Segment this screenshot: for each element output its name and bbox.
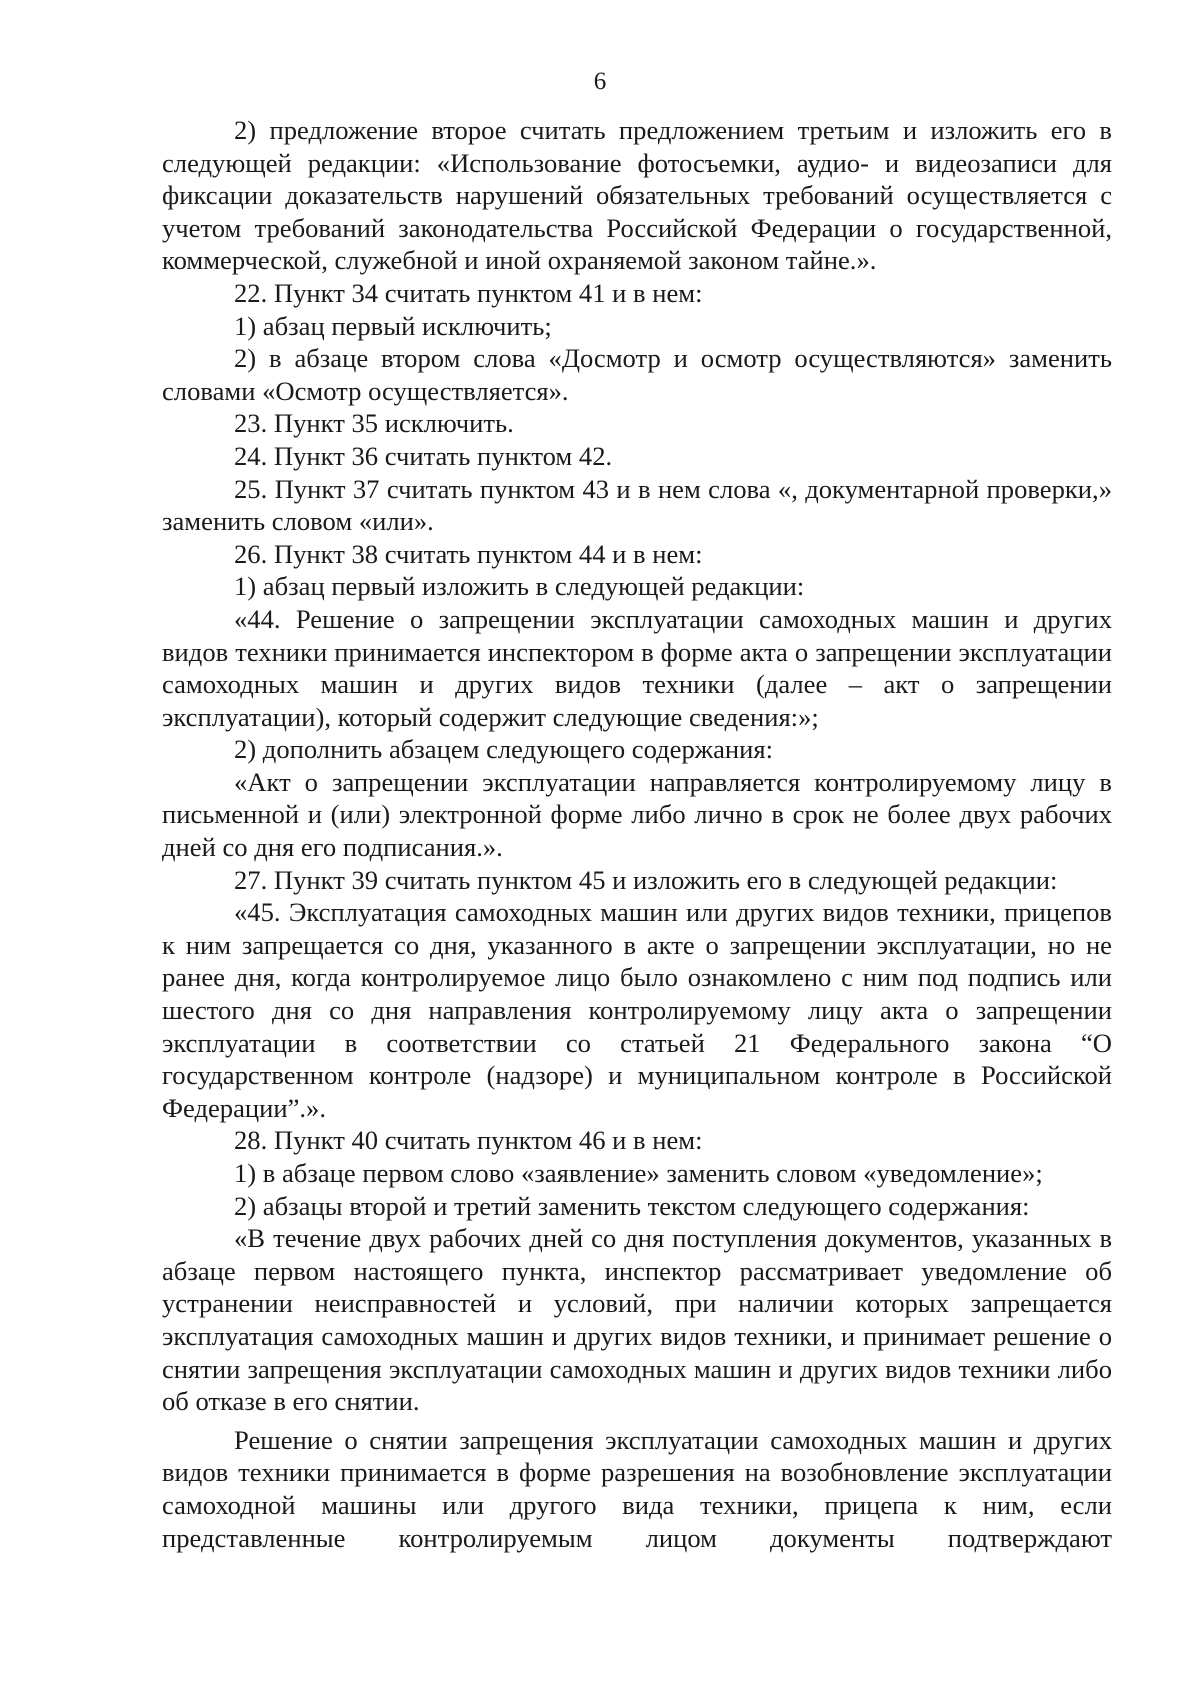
paragraph: 2) абзацы второй и третий заменить текстом следующего содержания: [234,1190,1030,1221]
paragraph: «45. Эксплуатация самоходных машин или других видов техники, прицепов к ним запрещается со дня, указанного в акте о запрещении эксплуатации, но не ранее дня, когда контролируемое лицо было ознакомлено с ним под подпись или шестого дня со дня направления контролируемому лицу акта о запрещении эксплуатации в соответствии со статьей 21 Федерального закона “О государственном контроле (надзоре) и муниципальном контроле в Российской Федерации”.». [162,897,1112,1123]
paragraph: 28. Пункт 40 считать пунктом 46 и в нем: [234,1125,703,1156]
paragraph: 2) дополнить абзацем следующего содержания: [234,734,774,765]
paragraph: 23. Пункт 35 исключить. [234,408,514,439]
paragraph: «Акт о запрещении эксплуатации направляется контролируемому лицу в письменной и (или) электронной форме либо лично в срок не более двух рабочих дней со дня его подписания.». [162,766,1112,863]
paragraph: 25. Пункт 37 считать пунктом 43 и в нем слова «, документарной проверки,» заменить словом «или». [162,473,1112,537]
paragraph: 1) абзац первый исключить; [234,310,552,341]
page-number: 6 [593,68,607,95]
paragraph: «44. Решение о запрещении эксплуатации самоходных машин и других видов техники принимается инспектором в форме акта о запрещении эксплуатации самоходных машин и других видов техники (далее – акт о запрещении эксплуатации), который содержит следующие сведения:»; [162,603,1112,732]
paragraph: 22. Пункт 34 считать пунктом 41 и в нем: [234,277,703,308]
paragraph: 27. Пункт 39 считать пунктом 45 и изложить его в следующей редакции: [234,864,1058,895]
paragraph: 2) предложение второе считать предложением третьим и изложить его в следующей редакции: «Использование фотосъемки, аудио- и видеозаписи для фиксации доказательств нарушений обязательных требований осуществляется с учетом требований законодательства Российской Федерации о государственной, коммерческой, служебной и иной охраняемой законом тайне.». [162,115,1112,276]
paragraph: «В течение двух рабочих дней со дня поступления документов, указанных в абзаце первом настоящего пункта, инспектор рассматривает уведомление об устранении неисправностей и условий, при наличии которых запрещается эксплуатация самоходных машин и других видов техники, и принимает решение о снятии запрещения эксплуатации самоходных машин и других видов техники либо об отказе в его снятии. [162,1223,1112,1417]
paragraph: 24. Пункт 36 считать пунктом 42. [234,440,613,471]
paragraph: 26. Пункт 38 считать пунктом 44 и в нем: [234,538,703,569]
paragraph: 1) в абзаце первом слово «заявление» заменить словом «уведомление»; [234,1158,1043,1188]
paragraph: Решение о снятии запрещения эксплуатации самоходных машин и других видов техники принимается в форме разрешения на возобновление эксплуатации самоходной машины или другого вида техники, прицепа к ним, если представленные контролируемым лицом документы подтверждают [162,1424,1112,1553]
document-body [162,114,1112,1554]
paragraph: 2) в абзаце втором слова «Досмотр и осмотр осуществляются» заменить словами «Осмотр осуществляется». [162,343,1112,406]
paragraph: 1) абзац первый изложить в следующей редакции: [234,571,805,602]
